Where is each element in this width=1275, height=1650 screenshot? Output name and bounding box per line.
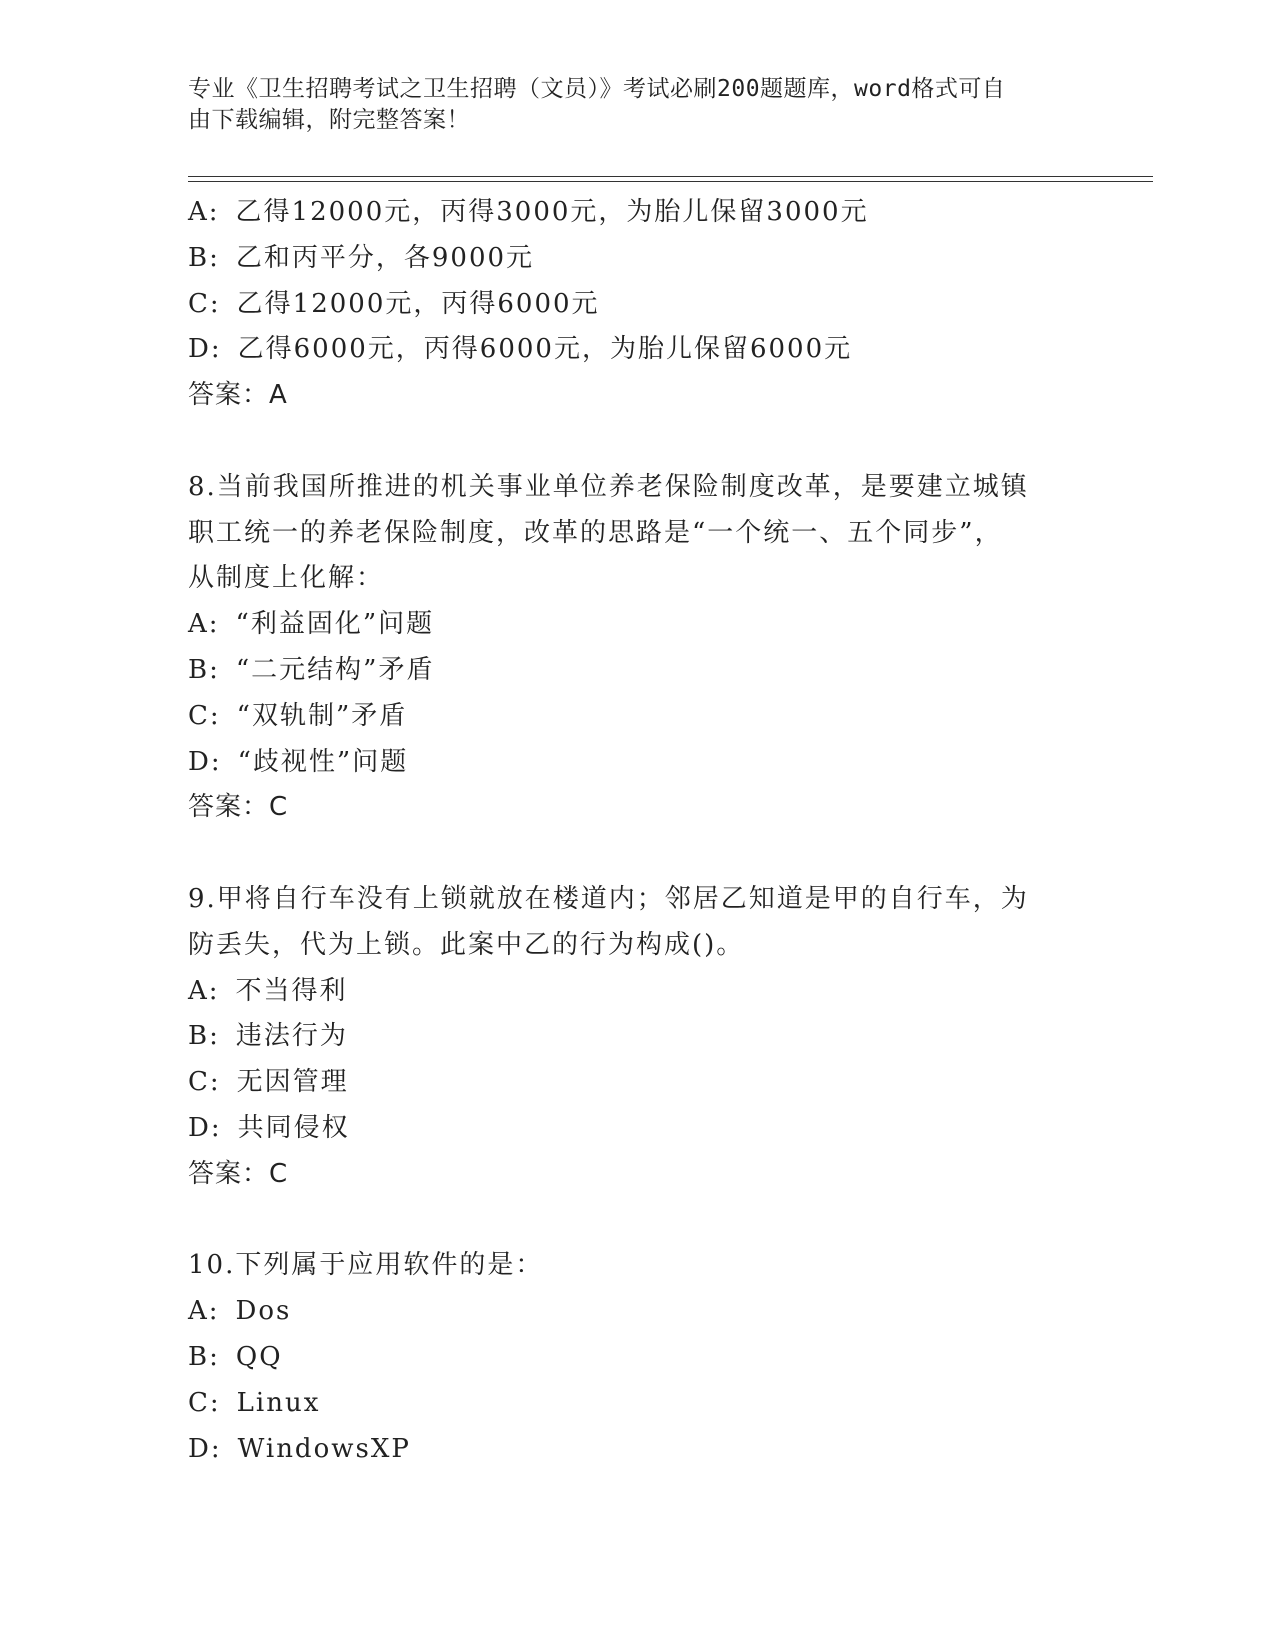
header-divider-bottom (188, 181, 1153, 182)
spacer (188, 419, 1088, 465)
spacer (188, 831, 1088, 877)
header-divider-top (188, 176, 1153, 177)
question-8 (188, 465, 1088, 831)
option-c: C: Linux (188, 1387, 321, 1418)
option-b: B: 违法行为 (188, 1021, 348, 1052)
option-d: D: “歧视性”问题 (188, 746, 409, 777)
option-d: D: WindowsXP (188, 1433, 411, 1464)
option-d: D: 乙得6000元，丙得6000元，为胎儿保留6000元 (188, 334, 853, 365)
option-b: B: 乙和丙平分，各9000元 (188, 242, 535, 273)
question-stem-line: 9.甲将自行车没有上锁就放在楼道内；邻居乙知道是甲的自行车，为 (188, 883, 1029, 914)
option-b: B: QQ (188, 1341, 283, 1372)
question-stem-line: 10.下列属于应用软件的是： (188, 1250, 544, 1281)
option-a: A: 乙得12000元，丙得3000元，为胎儿保留3000元 (188, 197, 869, 227)
question-stem-line: 防丢失，代为上锁。此案中乙的行为构成()。 (188, 929, 745, 960)
option-a: A: 不当得利 (188, 975, 348, 1006)
question-9 (188, 877, 1088, 1198)
header-line-2: 由下载编辑，附完整答案！ (188, 107, 470, 133)
answer-line: 答案：C (188, 1158, 289, 1189)
spacer (188, 1198, 1088, 1244)
question-stem-line: 从制度上化解： (188, 563, 385, 594)
question-stem-line: 职工统一的养老保险制度，改革的思路是“一个统一、五个同步”， (188, 517, 1003, 548)
option-a: A: Dos (188, 1296, 292, 1327)
question-7-options (188, 190, 1088, 419)
document-header (188, 74, 1068, 136)
answer-line: 答案：A (188, 380, 288, 411)
option-c: C: 乙得12000元，丙得6000元 (188, 288, 600, 319)
answer-line: 答案：C (188, 792, 289, 823)
option-a: A: “利益固化”问题 (188, 609, 435, 640)
option-c: C: “双轨制”矛盾 (188, 700, 408, 731)
option-d: D: 共同侵权 (188, 1112, 350, 1143)
question-stem-line: 8.当前我国所推进的机关事业单位养老保险制度改革，是要建立城镇 (188, 471, 1029, 502)
question-10 (188, 1243, 1088, 1472)
option-b: B: “二元结构”矛盾 (188, 654, 435, 685)
option-c: C: 无因管理 (188, 1067, 349, 1098)
header-line-1: 专业《卫生招聘考试之卫生招聘（文员）》考试必刷200题题库，word格式可自 (188, 76, 1006, 102)
question-list (188, 190, 1088, 1472)
